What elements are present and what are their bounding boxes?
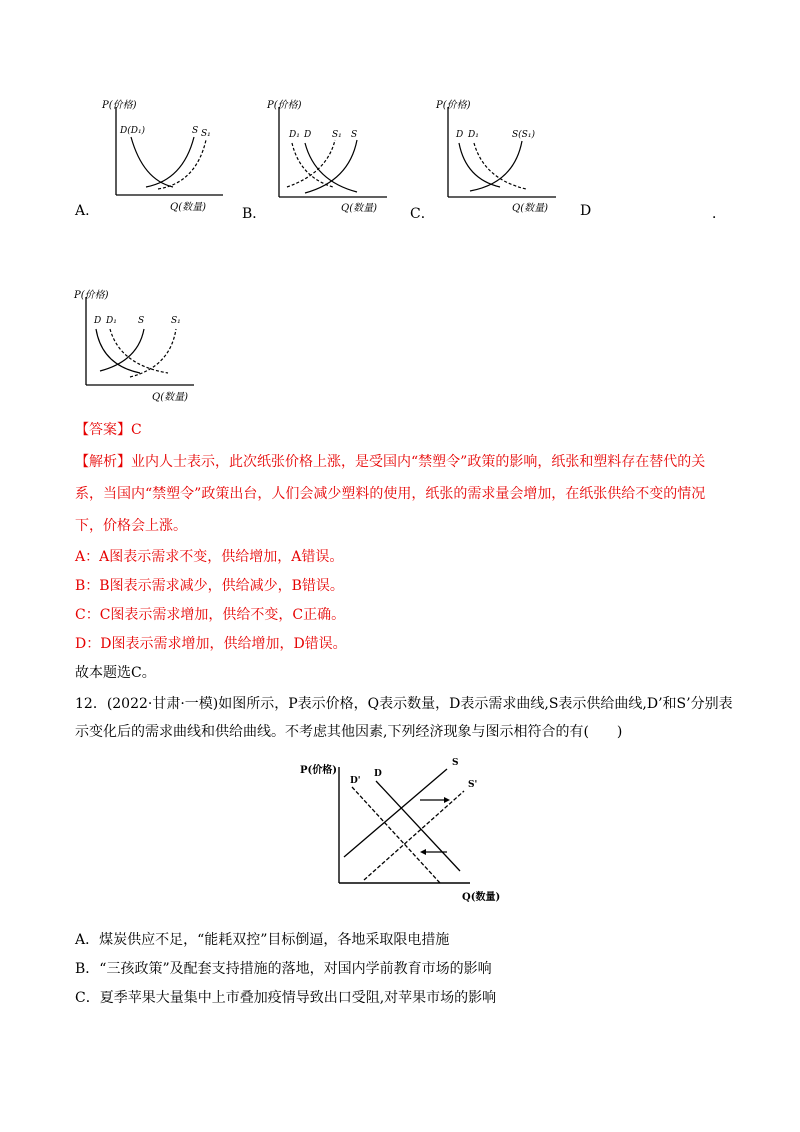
x-axis-label: Q(数量) xyxy=(341,203,378,214)
y-axis-label: P(价格) xyxy=(102,100,137,111)
question-12-line-1: 12．(2022·甘肃·一模)如图所示，P表示价格，Q表示数量，D表示需求曲线,S表示供给曲线,D’和S’分别表 xyxy=(75,696,733,712)
curve-label: D(D₁) xyxy=(120,126,146,136)
curve-label: S(S₁) xyxy=(512,130,535,140)
curve-label: S xyxy=(192,126,199,136)
answer-value: C xyxy=(131,422,142,438)
curve-label: D xyxy=(374,769,382,779)
graph-a xyxy=(98,95,228,217)
option-c-label: C． xyxy=(410,206,435,222)
analysis-line-3: 下，价格会上涨。 xyxy=(75,518,187,534)
curve-label: S₁ xyxy=(201,129,211,139)
graph-b xyxy=(265,95,395,217)
question-12-option-c: C．夏季苹果大量集中上市叠加疫情导致出口受阻,对苹果市场的影响 xyxy=(75,990,497,1006)
answer-line xyxy=(75,420,735,440)
question-12-option-a: A．煤炭供应不足，“能耗双控”目标倒逼，各地采取限电措施 xyxy=(75,932,450,948)
curve-label: S xyxy=(452,758,459,768)
conclusion: 故本题选C。 xyxy=(75,665,156,681)
question-12-line-2: 示变化后的需求曲线和供给曲线。不考虑其他因素,下列经济现象与图示相符合的有( ) xyxy=(75,724,623,740)
question-12-graph xyxy=(292,755,512,905)
graph-c xyxy=(434,95,564,217)
curve-label: D xyxy=(456,130,464,140)
option-d-label: D xyxy=(580,203,592,219)
option-b-label: B． xyxy=(242,206,267,222)
curve-label: D₁ xyxy=(468,130,479,140)
analysis-prefix: 【解析】 xyxy=(75,454,131,470)
curve-label: S₁ xyxy=(332,130,342,140)
curve-label: S xyxy=(138,316,145,326)
x-axis-label: Q(数量) xyxy=(152,392,189,403)
curve-label: S' xyxy=(468,780,478,790)
y-axis-label: P(价格) xyxy=(436,100,471,111)
analysis-item-c: C：C图表示需求增加，供给不变，C正确。 xyxy=(75,607,346,623)
curve-label: S₁ xyxy=(171,316,181,326)
analysis-text-1: 业内人士表示，此次纸张价格上涨，是受国内“禁塑令”政策的影响，纸张和塑料存在替代的关 xyxy=(131,454,706,470)
trailing-dot: ． xyxy=(712,206,726,222)
y-axis-label: P(价格) xyxy=(74,290,109,301)
curve-label: D₁ xyxy=(289,130,300,140)
curve-label: D₁ xyxy=(106,316,117,326)
x-axis-label: Q(数量) xyxy=(462,892,501,903)
analysis-item-b: B：B图表示需求减少，供给减少，B错误。 xyxy=(75,578,344,594)
analysis-line-1 xyxy=(75,452,735,472)
curve-label: D xyxy=(94,316,102,326)
option-a-label: A. xyxy=(75,203,90,219)
answer-prefix: 【答案】 xyxy=(75,422,131,438)
x-axis-label: Q(数量) xyxy=(170,202,207,213)
analysis-item-a: A：A图表示需求不变，供给增加，A错误。 xyxy=(75,549,344,565)
question-12-option-b: B．“三孩政策”及配套支持措施的落地，对国内学前教育市场的影响 xyxy=(75,961,492,977)
y-axis-label: P(价格) xyxy=(300,765,337,776)
curve-label: D xyxy=(304,130,312,140)
curve-label: D' xyxy=(350,776,361,786)
y-axis-label: P(价格) xyxy=(267,100,302,111)
analysis-line-2: 系，当国内“禁塑令”政策出台，人们会减少塑料的使用，纸张的需求量会增加，在纸张供给不变的情况 xyxy=(75,486,706,502)
curve-label: S xyxy=(351,130,358,140)
analysis-item-d: D：D图表示需求增加，供给增加，D错误。 xyxy=(75,636,347,652)
graph-d xyxy=(72,285,202,407)
x-axis-label: Q(数量) xyxy=(512,203,549,214)
